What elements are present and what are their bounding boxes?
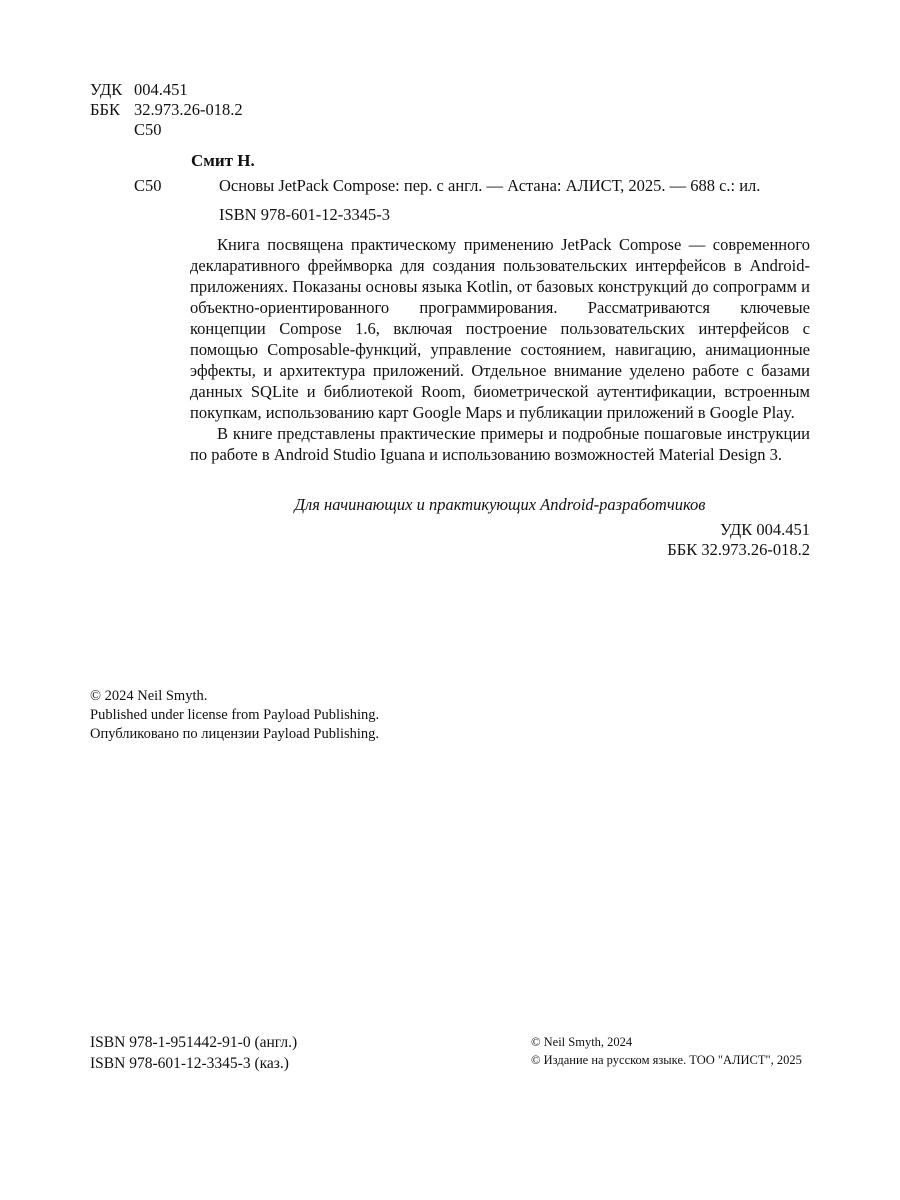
copyright-line-1: © 2024 Neil Smyth. (90, 688, 208, 704)
classification-block (90, 80, 330, 140)
annotation-paragraph-2: В книге представлены практические примеры и подробные пошаговые инструкции по работе в Android Studio Iguana и использованию возможностей Material Design 3. (190, 424, 810, 464)
footer-copyright-block (531, 1033, 802, 1069)
annotation (190, 234, 810, 465)
udk-value: 004.451 (134, 80, 188, 99)
copyright-line-2: Published under license from Payload Publishing. (90, 707, 380, 723)
footer-isbn-block (90, 1032, 297, 1074)
bbk-label: ББК (90, 100, 120, 119)
annotation-paragraph-1: Книга посвящена практическому применению JetPack Compose — современного декларативного фреймворка для создания пользовательских интерфейсов в Android-приложениях. Показаны основы языка Kotlin, от базовых конструкций до сопрограмм и объектно-ориентированного программирования. Рассматриваются ключевые концепции Compose 1.6, включая построение пользовательских интерфейсов с помощью Composable-функций, управление состоянием, навигацию, анимационные эффекты, и архитектура приложений. Отдельное внимание уделено работе с базами данных SQLite и библиотекой Room, биометрической аутентификации, встроенным покупкам, использованию карт Google Maps и публикации приложений в Google Play. (190, 235, 810, 422)
udk-label: УДК (90, 80, 123, 99)
audience-line: Для начинающих и практикующих Android-разработчиков (294, 495, 706, 514)
bbk-value: 32.973.26-018.2 (134, 100, 243, 119)
codes-right (560, 520, 810, 560)
isbn-english: ISBN 978-1-951442-91-0 (англ.) (90, 1034, 298, 1051)
author-sign: С50 (134, 120, 162, 139)
udk-right: УДК 004.451 (719, 520, 810, 539)
copyright-author: © Neil Smyth, 2024 (531, 1035, 633, 1049)
isbn-kazakh: ISBN 978-601-12-3345-3 (каз.) (90, 1055, 289, 1072)
bbk-right: ББК 32.973.26-018.2 (667, 540, 810, 559)
author-name: Смит Н. (191, 151, 255, 170)
isbn-main: ISBN 978-601-12-3345-3 (219, 205, 390, 224)
bibliographic-line: Основы JetPack Compose: пер. с англ. — Астана: АЛИСТ, 2025. — 688 с.: ил. (219, 176, 761, 195)
author-sign-repeat: С50 (134, 176, 162, 195)
copyright-edition: © Издание на русском языке. ТОО "АЛИСТ", 2025 (531, 1053, 802, 1067)
copyright-block (90, 687, 379, 744)
copyright-line-3: Опубликовано по лицензии Payload Publishing. (90, 726, 380, 742)
